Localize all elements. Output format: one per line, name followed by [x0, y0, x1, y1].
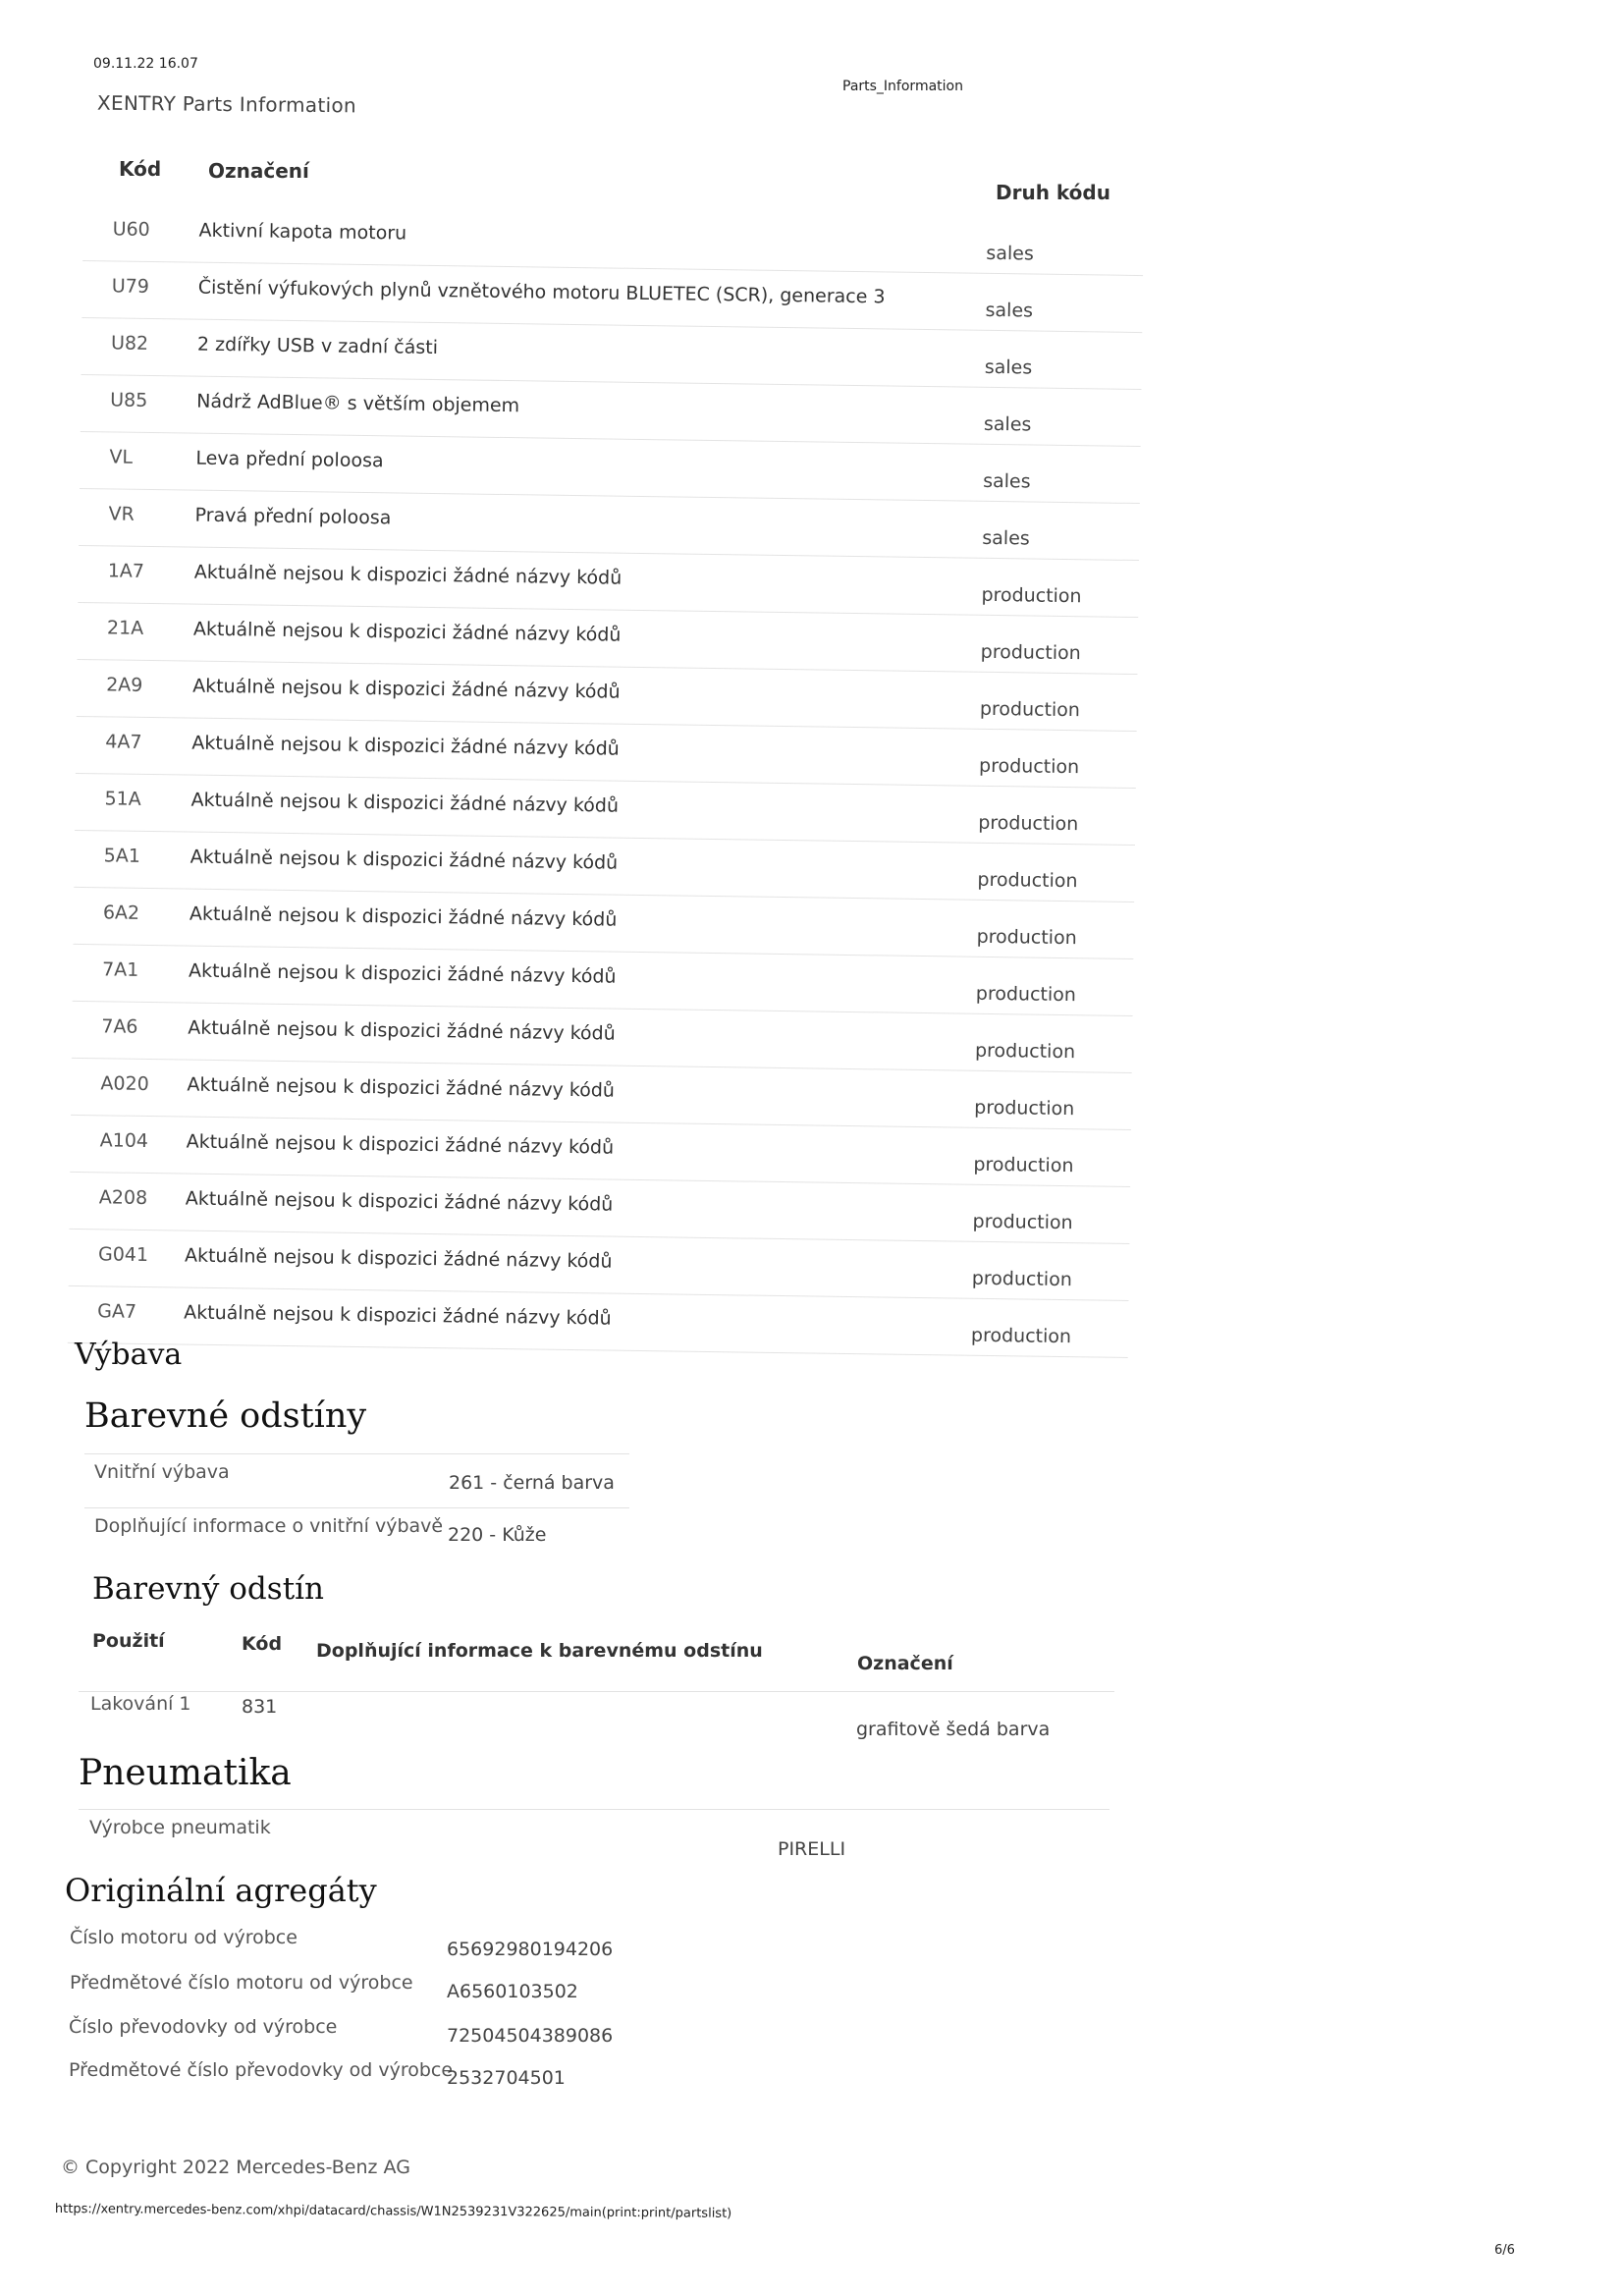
- shade-col-usage: Použití: [92, 1630, 165, 1652]
- row-designation: Aktuálně nejsou k dispozici žádné názvy kódů: [189, 902, 618, 931]
- col-header-code-type: Druh kódu: [996, 181, 1110, 204]
- row-designation: Aktuálně nejsou k dispozici žádné názvy kódů: [192, 618, 622, 646]
- row-code: G041: [97, 1243, 149, 1267]
- row-designation: Aktuálně nejsou k dispozici žádné názvy kódů: [184, 1301, 612, 1330]
- row-type: production: [974, 1039, 1076, 1064]
- row-code: 21A: [106, 617, 144, 639]
- col-header-designation: Označení: [208, 159, 309, 183]
- row-code: 7A1: [101, 958, 139, 981]
- shade-col-extra: Doplňující informace k barevnému odstínu: [316, 1640, 763, 1662]
- codes-table: [68, 204, 1144, 1358]
- row-type: production: [972, 1210, 1073, 1234]
- row-type: production: [971, 1267, 1072, 1291]
- interior-label: Vnitřní výbava: [94, 1461, 230, 1483]
- copyright: © Copyright 2022 Mercedes-Benz AG: [61, 2157, 410, 2178]
- row-code: 5A1: [103, 845, 141, 867]
- row-type: production: [978, 811, 1079, 836]
- footer-url: https://xentry.mercedes-benz.com/xhpi/datacard/chassis/W1N2539231V322625/main(print:print/partslist): [54, 2202, 732, 2221]
- aggregate-value: 65692980194206: [447, 1939, 614, 1960]
- aggregate-label: Předmětové číslo převodovky od výrobce: [69, 2059, 454, 2081]
- row-code: VL: [109, 446, 134, 468]
- row-type: sales: [983, 469, 1031, 493]
- row-code: U85: [110, 389, 148, 411]
- row-designation: Leva přední poloosa: [195, 447, 384, 472]
- row-type: production: [980, 640, 1081, 665]
- shade-col-code: Kód: [242, 1633, 283, 1655]
- shade-col-designation: Označení: [857, 1653, 953, 1674]
- equipment-title: Výbava: [75, 1338, 183, 1372]
- row-type: production: [975, 982, 1077, 1007]
- interior-value: 261 - černá barva: [449, 1472, 615, 1494]
- row-designation: Aktuálně nejsou k dispozici žádné názvy kódů: [187, 1073, 616, 1102]
- row-type: production: [970, 1324, 1072, 1348]
- row-designation: Aktuálně nejsou k dispozici žádné názvy kódů: [184, 1244, 613, 1273]
- row-code: A208: [98, 1186, 148, 1210]
- row-designation: Aktuálně nejsou k dispozici žádné názvy kódů: [190, 789, 620, 817]
- col-header-code: Kód: [119, 157, 162, 181]
- aggregate-label: Číslo motoru od výrobce: [70, 1927, 298, 1948]
- aggregates-title: Originální agregáty: [65, 1872, 377, 1909]
- row-code: U60: [112, 218, 150, 241]
- row-code: 1A7: [107, 560, 145, 582]
- row-code: 6A2: [102, 902, 140, 924]
- row-designation: Aktuálně nejsou k dispozici žádné názvy kódů: [185, 1187, 614, 1216]
- tire-manufacturer-value: PIRELLI: [778, 1838, 846, 1860]
- row-designation: Aktuálně nejsou k dispozici žádné názvy kódů: [191, 732, 620, 760]
- row-code: A020: [100, 1072, 149, 1096]
- shade-usage: Lakování 1: [90, 1693, 191, 1715]
- row-designation: Aktuálně nejsou k dispozici žádné názvy kódů: [188, 1016, 616, 1045]
- row-code: A104: [99, 1129, 149, 1153]
- row-type: production: [978, 754, 1080, 779]
- row-type: sales: [982, 526, 1030, 550]
- row-designation: Čistění výfukových plynů vznětového motoru BLUETEC (SCR), generace 3: [197, 276, 886, 308]
- row-type: sales: [983, 412, 1032, 436]
- row-type: production: [981, 583, 1082, 608]
- print-datetime: 09.11.22 16.07: [93, 56, 198, 72]
- row-type: sales: [986, 242, 1034, 265]
- row-code: 2A9: [106, 674, 143, 696]
- row-designation: Aktuálně nejsou k dispozici žádné názvy kódů: [188, 959, 617, 988]
- tire-manufacturer-label: Výrobce pneumatik: [89, 1817, 271, 1838]
- tires-title: Pneumatika: [79, 1753, 292, 1793]
- row-designation: Aktuálně nejsou k dispozici žádné názvy kódů: [189, 846, 619, 874]
- row-designation: Aktuálně nejsou k dispozici žádné názvy kódů: [186, 1130, 615, 1159]
- row-designation: Nádrž AdBlue® s větším objemem: [196, 390, 520, 417]
- row-designation: Aktivní kapota motoru: [198, 219, 407, 245]
- row-designation: Pravá přední poloosa: [194, 504, 392, 529]
- row-type: production: [977, 868, 1078, 893]
- shade-designation: grafitově šedá barva: [856, 1719, 1051, 1740]
- page-number: 6/6: [1494, 2243, 1515, 2258]
- row-code: 51A: [104, 788, 141, 810]
- aggregate-value: 72504504389086: [447, 2025, 614, 2047]
- row-type: production: [974, 1096, 1075, 1121]
- app-name: XENTRY Parts Information: [96, 90, 357, 118]
- row-code: U82: [110, 332, 149, 355]
- aggregate-value: A6560103502: [447, 1981, 578, 2002]
- shade-title: Barevný odstín: [92, 1571, 325, 1607]
- shades-title: Barevné odstíny: [84, 1396, 367, 1436]
- row-code: GA7: [97, 1300, 137, 1323]
- row-designation: Aktuálně nejsou k dispozici žádné názvy kódů: [193, 561, 623, 589]
- row-designation: 2 zdířky USB v zadní části: [196, 333, 439, 359]
- interior-extra-value: 220 - Kůže: [448, 1524, 547, 1546]
- row-code: VR: [108, 503, 135, 525]
- row-code: 4A7: [105, 731, 142, 753]
- row-designation: Aktuálně nejsou k dispozici žádné názvy kódů: [192, 675, 621, 703]
- row-type: production: [973, 1153, 1074, 1177]
- row-type: production: [979, 697, 1081, 722]
- aggregate-label: Předmětové číslo motoru od výrobce: [70, 1972, 413, 1994]
- row-type: production: [976, 925, 1077, 950]
- row-type: sales: [985, 299, 1034, 322]
- interior-extra-label: Doplňující informace o vnitřní výbavě: [94, 1515, 444, 1537]
- row-code: 7A6: [101, 1015, 138, 1038]
- row-type: sales: [984, 355, 1033, 379]
- aggregate-value: 2532704501: [447, 2067, 566, 2089]
- shade-code: 831: [242, 1696, 278, 1718]
- row-code: U79: [111, 275, 150, 298]
- page-name: Parts_Information: [842, 79, 963, 94]
- aggregate-label: Číslo převodovky od výrobce: [69, 2016, 338, 2038]
